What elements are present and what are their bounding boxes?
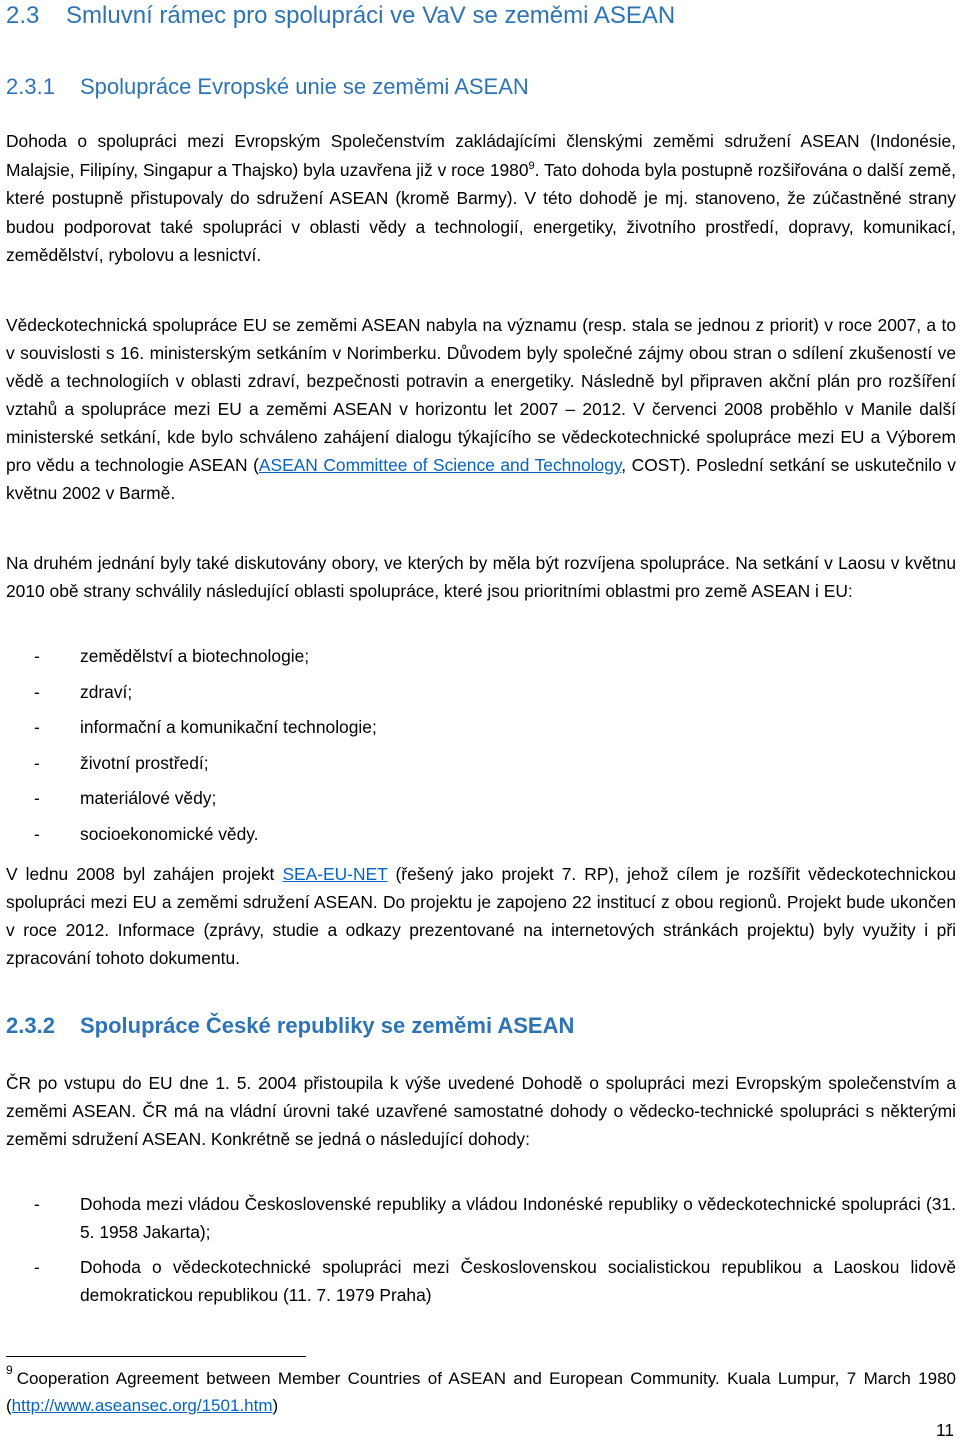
section-heading: [6, 2, 675, 30]
cost-link[interactable]: ASEAN Committee of Science and Technology: [258, 455, 622, 475]
subsection-heading-2: [6, 1013, 574, 1039]
list-item: - zdraví;: [6, 678, 956, 714]
list-dash: -: [34, 646, 40, 666]
list-dash: -: [34, 1194, 40, 1214]
list-dash: -: [34, 752, 40, 773]
list-item: - socioekonomické vědy.: [6, 820, 956, 856]
paragraph-sea-eu-net: V lednu 2008 byl zahájen projekt SEA-EU-NET (řešený jako projekt 7. RP), jehož cílem je rozšířit vědeckotechnickou spolupráci mezi EU a zeměmi sdružení ASEAN. Do projektu je zapojeno 22 institucí z obou regionů. Projekt bude ukončen v roce 2012. Informace (zprávy, studie a odkazy prezentované na internetových stránkách projektu) byly využity i při zpracování tohoto dokumentu.: [6, 864, 956, 968]
list-item: - Dohoda o vědeckotechnické spolupráci mezi Československou socialistickou republikou a Laoskou lidově demokratickou republikou (11. 7. 1979 Praha): [6, 1253, 956, 1309]
list-item: - zemědělství a biotechnologie;: [6, 642, 956, 678]
section-title: Smluvní rámec pro spolupráci ve VaV se zeměmi ASEAN: [66, 2, 676, 29]
list-dash: -: [34, 788, 40, 808]
footnote-separator: [6, 1356, 306, 1357]
subsection-number: 2.3.2: [6, 1013, 55, 1038]
list-item: - materiálové vědy;: [6, 784, 956, 820]
subsection-number: 2.3.1: [6, 74, 55, 99]
priority-areas-list: [6, 642, 956, 855]
aseansec-link[interactable]: http://www.aseansec.org/1501.htm: [11, 1396, 273, 1415]
list-item: - informační a komunikační technologie;: [6, 713, 956, 749]
list-item: - Dohoda mezi vládou Československé republiky a vládou Indonéské republiky o vědeckotechnické spolupráci (31. 5. 1958 Jakarta);: [6, 1190, 956, 1246]
paragraph-priority-areas: Na druhém jednání byly také diskutovány obory, ve kterých by měla být rozvíjena spolupráce. Na setkání v Laosu v květnu 2010 obě strany schválily následující oblasti spolupráce, které jsou prioritními oblastmi pro země ASEAN i EU:: [6, 553, 956, 601]
list-dash: -: [34, 1257, 40, 1277]
paragraph-eu-cooperation: Vědeckotechnická spolupráce EU se zeměmi ASEAN nabyla na významu (resp. stala se jednou z priorit) v roce 2007, a to v souvislosti s 16. ministerským setkáním v Norimberku. Důvodem byly společné zájmy obou stran o sdílení zkušeností ve vědě a technologiích v oblasti zdraví, bezpečnosti potravin a energetiky. Následně byl připraven akční plán pro rozšíření vztahů a spolupráce mezi EU a zeměmi ASEAN v horizontu let 2007 – 2012. V červenci 2008 proběhlo v Manile další ministerské setkání, kde bylo schváleno zahájení dialogu týkajícího se vědeckotechnické spolupráce mezi EU a Výborem pro vědu a technologie ASEAN (ASEAN Committee of Science and Technology, COST). Poslední setkání se uskutečnilo v květnu 2002 v Barmě.: [6, 315, 956, 503]
footnote-ref[interactable]: 9: [528, 159, 535, 172]
subsection-heading-1: [6, 74, 529, 100]
subsection-title: Spolupráce Evropské unie se zeměmi ASEAN: [80, 74, 529, 99]
list-dash: -: [34, 717, 40, 737]
paragraph-cr-agreements: ČR po vstupu do EU dne 1. 5. 2004 přistoupila k výše uvedené Dohodě o spolupráci mezi Evropským společenstvím a zeměmi ASEAN. ČR má na vládní úrovni také uzavřené samostatné dohody o vědecko-technické spolupráci s některými zeměmi sdružení ASEAN. Konkrétně se jedná o následující dohody:: [6, 1073, 956, 1149]
list-dash: -: [34, 823, 40, 844]
subsection-title: Spolupráce České republiky se zeměmi ASEAN: [80, 1013, 575, 1038]
list-dash: -: [34, 681, 40, 702]
footnote-number: 9: [6, 1363, 13, 1377]
agreements-list: [6, 1190, 956, 1316]
page-number: 11: [935, 1420, 954, 1440]
paragraph-eu-agreement: Dohoda o spolupráci mezi Evropským Společenstvím zakládajícími členskými zeměmi sdružení ASEAN (Indonésie, Malajsie, Filipíny, Singapur a Thajsko) byla uzavřena již v roce 1980$^9$. Tato dohoda byla postupně rozšiřována o další země, které postupně přistupovaly do sdružení ASEAN (kromě Barmy). V této dohodě je mj. stanoveno, že zúčastněné strany budou podporovat také spolupráci v oblasti vědy a technologií, energetiky, životního prostředí, dopravy, komunikací, zemědělství, rybolovu a lesnictví.: [6, 131, 957, 265]
list-item: - životní prostředí;: [6, 749, 956, 785]
footnote: $^9$ Cooperation Agreement between Member Countries of ASEAN and European Community. Kuala Lumpur, 7 March 1980 (http://www.aseansec.org/1501.htm): [6, 1363, 956, 1415]
sea-eu-net-link[interactable]: SEA-EU-NET: [282, 864, 388, 884]
section-number: 2.3: [6, 2, 40, 29]
